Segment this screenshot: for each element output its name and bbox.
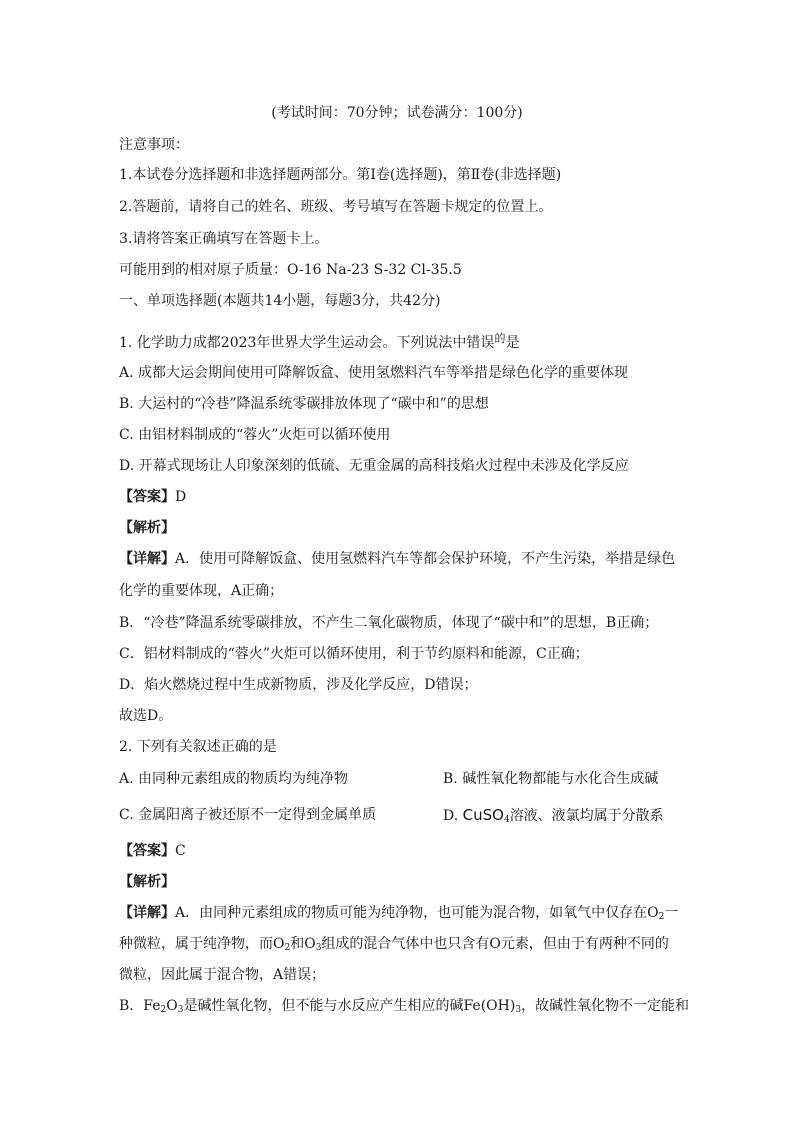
q1-answer-value: D — [175, 489, 187, 505]
q1-detail-line-6: 故选D。 — [119, 708, 173, 724]
q1-stem-text-b: 是 — [505, 335, 520, 351]
q2-detail-text-2a: 种微粒，属于纯净物，而O — [119, 936, 285, 952]
q1-detail-line-5: D．焰火燃烧过程中生成新物质，涉及化学反应，D错误； — [119, 677, 478, 693]
q2-stem: 2. 下列有关叙述正确的是 — [119, 739, 277, 755]
q2-detail-text-4c: 是碱性氧化物，但不能与水反应产生相应的碱Fe(OH) — [183, 998, 516, 1014]
q1-analysis-label: 【解析】 — [119, 520, 175, 536]
q2-option-a: A. 由同种元素组成的物质均为纯净物 — [119, 771, 349, 787]
exam-info: (考试时间：70分钟；试卷满分：100分) — [271, 105, 523, 121]
note-item-2: 2.答题前，请将自己的姓名、班级、考号填写在答题卡规定的位置上。 — [119, 199, 553, 215]
q2-answer — [119, 842, 186, 860]
q1-option-d: D. 开幕式现场让人印象深刻的低硫、无重金属的高科技焰火过程中未涉及化学反应 — [119, 458, 629, 474]
section-title: 一、单项选择题(本题共14小题，每题3分，共42分) — [119, 293, 441, 309]
q2-detail-sub-2b: 3 — [315, 943, 322, 953]
q2-detail-line-3: 微粒，因此属于混合物，A错误； — [119, 967, 326, 983]
q1-stem-mark: 的 — [494, 332, 506, 345]
q1-detail-label: 【详解】 — [119, 551, 175, 567]
q2-option-d — [443, 806, 664, 825]
q1-option-b: B. 大运村的“冷巷”降温系统零碳排放体现了“碳中和”的思想 — [119, 396, 489, 412]
q1-detail-line-1 — [119, 550, 675, 568]
notes-title: 注意事项： — [119, 137, 189, 153]
q2-option-d-rest: 溶液、液氯均属于分散系 — [509, 808, 664, 824]
q2-detail-label: 【详解】 — [119, 905, 175, 921]
q2-answer-value: C — [175, 843, 186, 859]
q2-detail-line-4 — [119, 997, 689, 1015]
q1-detail-line-2: 化学的重要体现，A正确； — [119, 583, 284, 599]
q2-detail-text-4a: B．Fe — [119, 998, 161, 1014]
q2-detail-line-1 — [119, 904, 678, 922]
q2-option-b: B. 碱性氧化物都能与水化合生成碱 — [443, 771, 659, 787]
q1-stem — [119, 330, 519, 352]
q1-answer — [119, 488, 186, 506]
q1-option-c: C. 由铝材料制成的“蓉火”火炬可以循环使用 — [119, 427, 391, 443]
q2-detail-sub-2a: 2 — [284, 943, 291, 953]
q2-detail-sub-4a: 2 — [160, 1005, 167, 1015]
q1-option-a: A. 成都大运会期间使用可降解饭盒、使用氢燃料汽车等举措是绿色化学的重要体现 — [119, 365, 629, 381]
q2-detail-sub-4c: 3 — [515, 1005, 522, 1015]
q1-detail-line-3: B．“冷巷”降温系统零碳排放，不产生二氧化碳物质，体现了“碳中和”的思想，B正确； — [119, 615, 659, 631]
q2-detail-text-4b: O — [166, 998, 178, 1014]
q2-detail-text-4d: ，故碱性氧化物不一定能和 — [521, 998, 690, 1014]
q1-stem-text-a: 1. 化学助力成都2023年世界大学生运动会。下列说法中错误 — [119, 335, 495, 351]
q2-detail-line-2 — [119, 935, 669, 953]
q2-analysis-label: 【解析】 — [119, 874, 175, 890]
q2-option-d-sub: 4 — [503, 815, 510, 825]
q2-option-d-formula: CuSO — [462, 806, 504, 824]
note-item-1: 1.本试卷分选择题和非选择题两部分。第Ⅰ卷(选择题)，第Ⅱ卷(非选择题) — [119, 167, 562, 183]
note-item-3: 3.请将答案正确填写在答题卡上。 — [119, 231, 329, 247]
q2-detail-sub-4b: 3 — [177, 1005, 184, 1015]
atomic-masses: 可能用到的相对原子质量：O-16 Na-23 S-32 Cl-35.5 — [119, 262, 462, 278]
q2-detail-text-2b: 和O — [290, 936, 316, 952]
q2-detail-text-2c: 组成的混合气体中也只含有O元素，但由于有两种不同的 — [321, 936, 669, 952]
q2-option-d-prefix: D. — [443, 808, 459, 824]
q2-detail-text-1b: 一 — [664, 905, 679, 921]
q2-detail-sub-1: 2 — [658, 912, 665, 922]
q1-detail-line-4: C．铝材料制成的“蓉火”火炬可以循环使用，利于节约原料和能源，C正确； — [119, 646, 589, 662]
q2-answer-label: 【答案】 — [119, 843, 175, 859]
q1-detail-text-1: A．使用可降解饭盒、使用氢燃料汽车等都会保护环境，不产生污染，举措是绿色 — [175, 551, 676, 567]
q2-option-c: C. 金属阳离子被还原不一定得到金属单质 — [119, 807, 377, 823]
q2-detail-text-1a: A．由同种元素组成的物质可能为纯净物，也可能为混合物，如氧气中仅存在O — [175, 905, 659, 921]
q1-answer-label: 【答案】 — [119, 489, 175, 505]
